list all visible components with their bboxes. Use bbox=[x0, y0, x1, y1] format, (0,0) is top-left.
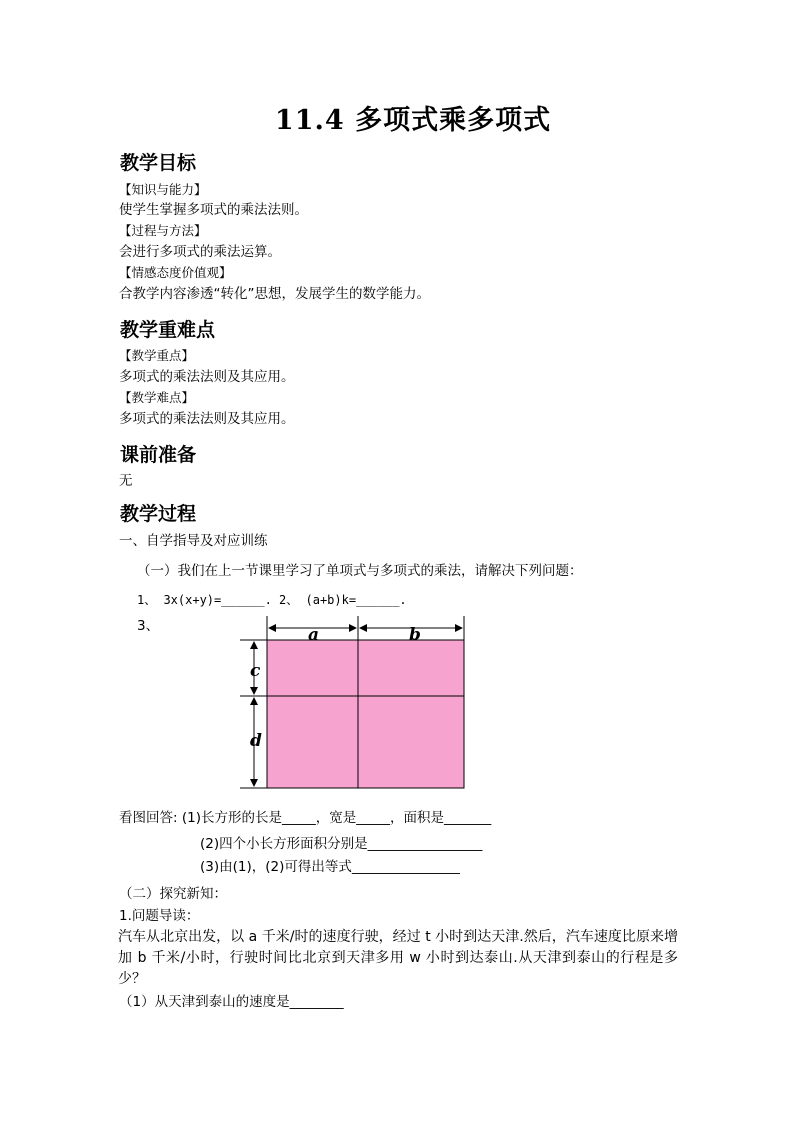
label-c: c bbox=[250, 661, 261, 681]
cell-top-left bbox=[267, 640, 358, 696]
heading-prep: 课前准备 bbox=[120, 444, 197, 466]
tag-emotion: 【情感态度价值观】 bbox=[119, 265, 232, 280]
text-answer3: (3)由(1)，(2)可得出等式________________ bbox=[200, 859, 460, 875]
text-item1: 1.问题导读： bbox=[119, 908, 200, 924]
text-sub2: （二）探究新知： bbox=[119, 886, 227, 902]
heading-goals: 教学目标 bbox=[120, 152, 197, 174]
label-d: d bbox=[250, 731, 262, 751]
text-method: 会进行多项式的乘法运算。 bbox=[119, 244, 281, 260]
tag-knowledge: 【知识与能力】 bbox=[119, 182, 207, 197]
text-part1: 一、自学指导及对应训练 bbox=[119, 533, 268, 549]
cell-bottom-right bbox=[358, 696, 464, 788]
heading-process: 教学过程 bbox=[120, 503, 197, 525]
text-answer1: 看图回答: (1)长方形的长是_____，宽是_____，面积是_______ bbox=[119, 810, 492, 826]
label-b: b bbox=[409, 625, 421, 645]
heading-keypoints: 教学重难点 bbox=[120, 319, 216, 341]
problem-paragraph: 汽车从北京出发，以 a 千米/时的速度行驶，经过 t 小时到达天津.然后，汽车速度比原来增加 b 千米/小时，行驶时间比北京到天津多用 w 小时到达泰山.从天津到泰山的行程是多少？ bbox=[118, 929, 678, 987]
tag-difficulty: 【教学难点】 bbox=[119, 390, 195, 405]
text-answer2: (2)四个小长方形面积分别是_________________ bbox=[200, 836, 483, 852]
cell-top-right bbox=[358, 640, 464, 696]
question-speed: （1）从天津到泰山的速度是________ bbox=[119, 994, 344, 1010]
question-3-label: 3、 bbox=[137, 618, 160, 634]
label-a: a bbox=[308, 625, 320, 645]
text-prep: 无 bbox=[119, 473, 133, 489]
tag-method: 【过程与方法】 bbox=[119, 223, 207, 238]
text-difficulty: 多项式的乘法法则及其应用。 bbox=[119, 411, 295, 427]
text-emotion: 合教学内容渗透“转化”思想，发展学生的数学能力。 bbox=[119, 286, 430, 302]
tag-focus: 【教学重点】 bbox=[119, 348, 195, 363]
text-sub1: （一）我们在上一节课里学习了单项式与多项式的乘法，请解决下列问题： bbox=[137, 563, 583, 579]
page-title: 11.4 多项式乘多项式 bbox=[274, 105, 552, 136]
text-knowledge: 使学生掌握多项式的乘法法则。 bbox=[119, 202, 308, 218]
text-focus: 多项式的乘法法则及其应用。 bbox=[119, 369, 295, 385]
question-1-2: 1、 3x(x+y)=______. 2、 (a+b)k=______. bbox=[137, 593, 407, 607]
cell-bottom-left bbox=[267, 696, 358, 788]
